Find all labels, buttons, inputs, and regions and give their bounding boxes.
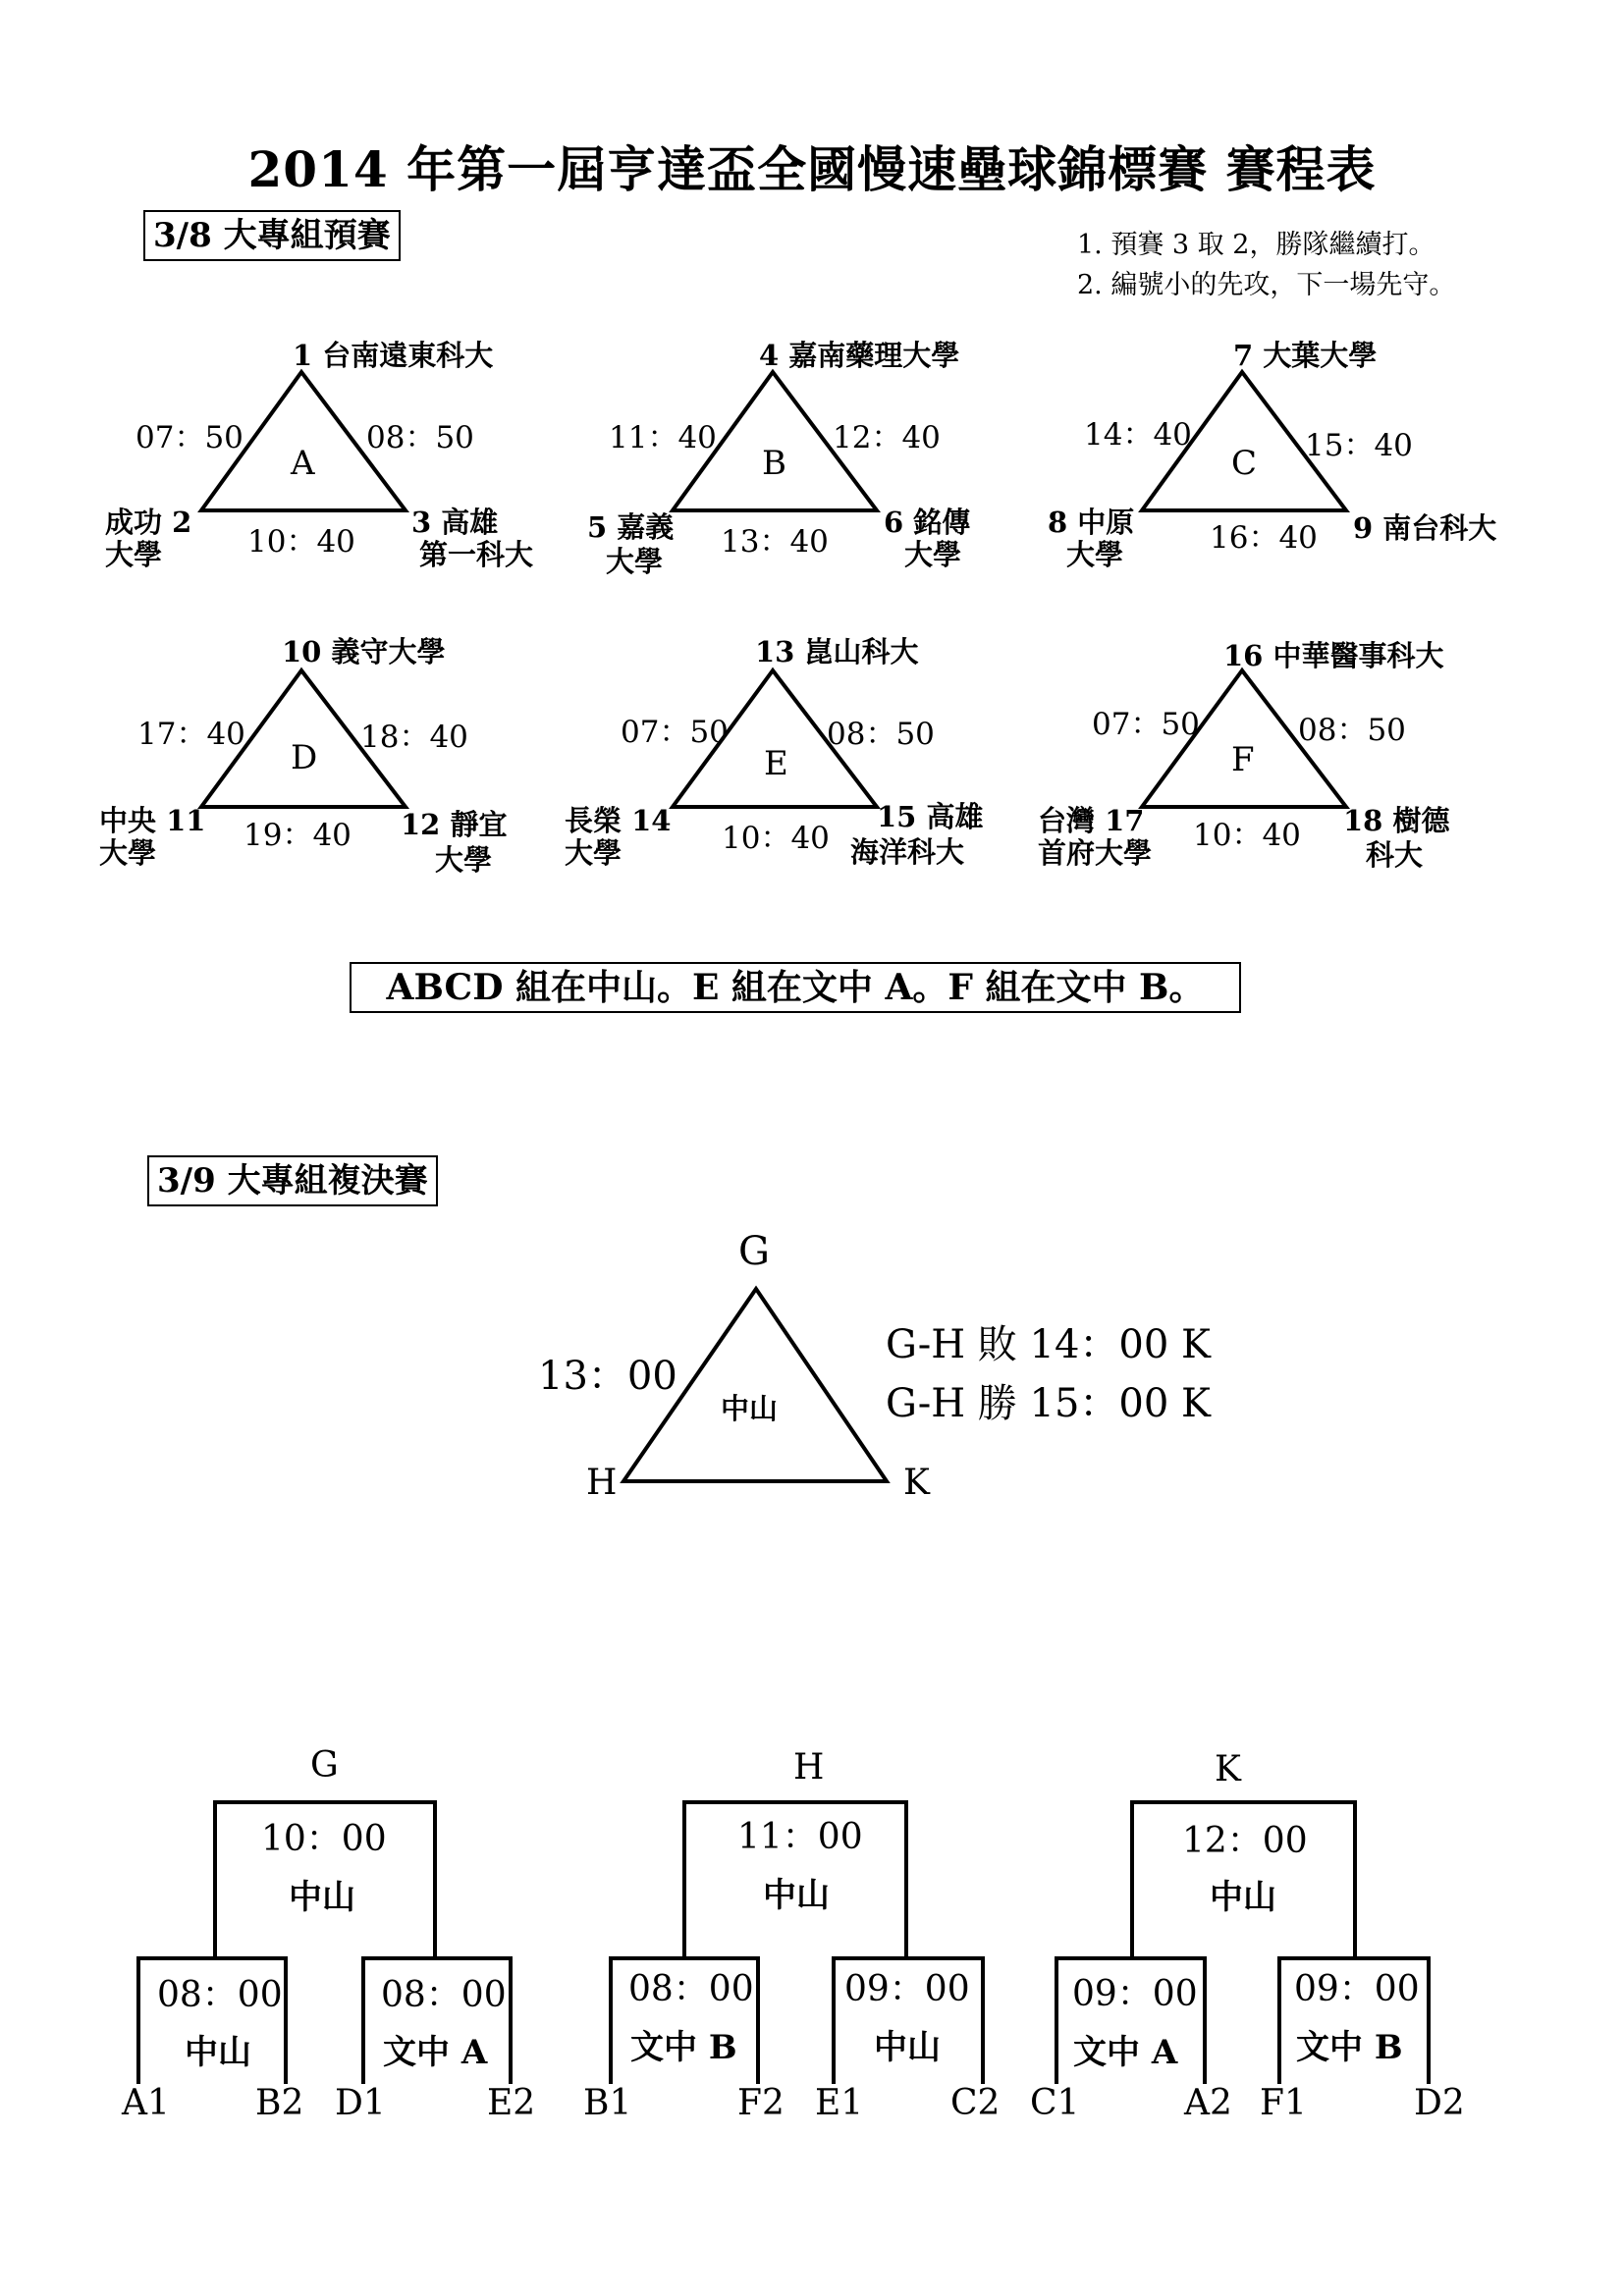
group-a-time-right: 08：50 xyxy=(366,420,474,455)
group-e-team-15-line2: 海洋科大 xyxy=(850,835,965,869)
group-e-letter: E xyxy=(764,744,788,783)
group-d-team-11: 中央 11 xyxy=(99,804,206,837)
group-f-team-18-line2: 科大 xyxy=(1366,838,1424,872)
bracket-k-sub1-a: C1 xyxy=(1030,2083,1080,2123)
group-a-team-3: 3 高雄 xyxy=(411,506,499,539)
group-b-time-bottom: 13：40 xyxy=(721,524,829,560)
group-c-team-8: 8 中原 xyxy=(1048,506,1135,539)
final-triangle-venue: 中山 xyxy=(721,1392,779,1425)
bracket-h-name: H xyxy=(793,1747,825,1788)
group-b-letter: B xyxy=(762,444,786,483)
bracket-k-sub2-time: 09：00 xyxy=(1294,1969,1420,2009)
group-b-time-left: 11：40 xyxy=(609,420,717,455)
group-a-team-1: 1 台南遠東科大 xyxy=(293,339,494,372)
group-c-time-right: 15：40 xyxy=(1305,428,1413,463)
final-rule-winner: G-H 勝 15：00 K xyxy=(886,1381,1211,1426)
group-a-letter: A xyxy=(291,444,315,483)
group-d-letter: D xyxy=(291,738,318,777)
group-f-team-16: 16 中華醫事科大 xyxy=(1223,639,1444,672)
bracket-h-sub1-time: 08：00 xyxy=(628,1969,754,2009)
group-d-team-12-line2: 大學 xyxy=(435,843,493,877)
bracket-h-sub2-time: 09：00 xyxy=(844,1969,970,2009)
group-a-team-2: 成功 2 xyxy=(105,506,192,539)
group-c-team-8-line2: 大學 xyxy=(1066,538,1124,571)
bracket-g-sub2-time: 08：00 xyxy=(381,1975,507,2015)
bracket-h-venue: 中山 xyxy=(763,1876,830,1915)
bracket-k-sub2-a: F1 xyxy=(1260,2083,1307,2123)
group-e-team-13: 13 崑山科大 xyxy=(755,635,919,668)
group-e-team-15: 15 高雄 xyxy=(877,800,984,833)
bracket-h-sub2-a: E1 xyxy=(815,2083,864,2123)
bracket-h-sub1-a: B1 xyxy=(583,2083,632,2123)
group-f-letter: F xyxy=(1231,740,1255,779)
group-f-time-right: 08：50 xyxy=(1298,713,1406,748)
venue-note: ABCD 組在中山。E 組在文中 A。F 組在文中 B。 xyxy=(350,962,1241,1013)
bracket-g-name: G xyxy=(310,1745,339,1786)
bracket-g-sub2-venue: 文中 A xyxy=(383,2033,488,2072)
group-d-team-12: 12 靜宜 xyxy=(401,808,508,841)
bracket-g-sub2-b: E2 xyxy=(487,2083,536,2123)
group-c-time-left: 14：40 xyxy=(1084,417,1192,453)
group-c-team-7: 7 大葉大學 xyxy=(1233,339,1378,372)
bracket-g-time: 10：00 xyxy=(261,1819,387,1859)
bracket-k-venue: 中山 xyxy=(1210,1878,1276,1917)
final-rule-loser: G-H 敗 14：00 K xyxy=(886,1322,1211,1367)
bracket-h-sub1-b: F2 xyxy=(737,2083,785,2123)
bracket-h-sub2-venue: 中山 xyxy=(874,2028,941,2067)
final-triangle-g: G xyxy=(738,1229,770,1274)
bracket-k-sub1-venue: 文中 A xyxy=(1073,2033,1178,2072)
group-b-team-5: 5 嘉義 xyxy=(587,510,675,544)
group-a-time-bottom: 10：40 xyxy=(247,524,355,560)
prelim-note-1: 1. 預賽 3 取 2，勝隊繼續打。 xyxy=(1077,230,1435,260)
bracket-g-venue: 中山 xyxy=(289,1878,355,1917)
group-f-team-18: 18 樹德 xyxy=(1343,804,1450,837)
bracket-h-sub1-venue: 文中 B xyxy=(630,2028,737,2067)
bracket-k-time: 12：00 xyxy=(1182,1821,1308,1861)
group-b-team-4: 4 嘉南藥理大學 xyxy=(759,339,960,372)
group-c-team-9: 9 南台科大 xyxy=(1353,511,1497,545)
final-triangle-time: 13：00 xyxy=(538,1354,677,1399)
group-b-team-6: 6 銘傳 xyxy=(884,506,971,539)
finals-section-label: 3/9 大專組複決賽 xyxy=(147,1155,438,1206)
bracket-g-sub1-b: B2 xyxy=(255,2083,304,2123)
group-e-time-bottom: 10：40 xyxy=(722,821,830,856)
group-e-team-14: 長榮 14 xyxy=(565,804,672,837)
group-f-time-bottom: 10：40 xyxy=(1193,818,1301,853)
bracket-g-sub1-a: A1 xyxy=(122,2083,170,2123)
group-a-team-2-line2: 大學 xyxy=(105,538,163,571)
group-a-time-left: 07：50 xyxy=(135,420,244,455)
group-a-team-3-line2: 第一科大 xyxy=(419,538,534,571)
bracket-k-name: K xyxy=(1215,1749,1241,1789)
group-e-team-14-line2: 大學 xyxy=(565,836,623,870)
page-title: 2014 年第一屆亨達盃全國慢速壘球錦標賽 賽程表 xyxy=(247,140,1377,198)
group-d-time-right: 18：40 xyxy=(360,720,468,755)
bracket-g-sub1-venue: 中山 xyxy=(185,2033,251,2072)
bracket-k-sub2-b: D2 xyxy=(1414,2083,1465,2123)
group-e-time-left: 07：50 xyxy=(621,715,729,750)
group-b-time-right: 12：40 xyxy=(833,420,941,455)
group-d-team-11-line2: 大學 xyxy=(99,836,157,870)
group-e-time-right: 08：50 xyxy=(827,717,935,752)
final-triangle-h: H xyxy=(586,1463,618,1503)
bracket-h-time: 11：00 xyxy=(737,1817,863,1857)
group-b-team-6-line2: 大學 xyxy=(904,538,962,571)
bracket-g-sub2-a: D1 xyxy=(335,2083,386,2123)
group-f-team-17: 台灣 17 xyxy=(1038,804,1145,837)
group-d-time-bottom: 19：40 xyxy=(244,818,352,853)
group-f-team-17-line2: 首府大學 xyxy=(1038,836,1153,870)
bracket-k-sub1-time: 09：00 xyxy=(1072,1974,1198,2014)
bracket-k-sub1-b: A2 xyxy=(1184,2083,1232,2123)
group-f-time-left: 07：50 xyxy=(1092,707,1200,742)
group-c-time-bottom: 16：40 xyxy=(1210,520,1318,556)
prelim-section-label: 3/8 大專組預賽 xyxy=(143,210,401,261)
group-d-time-left: 17：40 xyxy=(137,717,245,752)
bracket-k-sub2-venue: 文中 B xyxy=(1296,2028,1403,2067)
group-d-team-10: 10 義守大學 xyxy=(282,635,446,668)
group-b-team-5-line2: 大學 xyxy=(606,545,664,578)
group-c-letter: C xyxy=(1231,444,1258,483)
final-triangle-k: K xyxy=(903,1463,930,1503)
bracket-g-sub1-time: 08：00 xyxy=(157,1975,283,2015)
prelim-note-2: 2. 編號小的先攻，下一場先守。 xyxy=(1077,270,1456,300)
bracket-h-sub2-b: C2 xyxy=(950,2083,1001,2123)
